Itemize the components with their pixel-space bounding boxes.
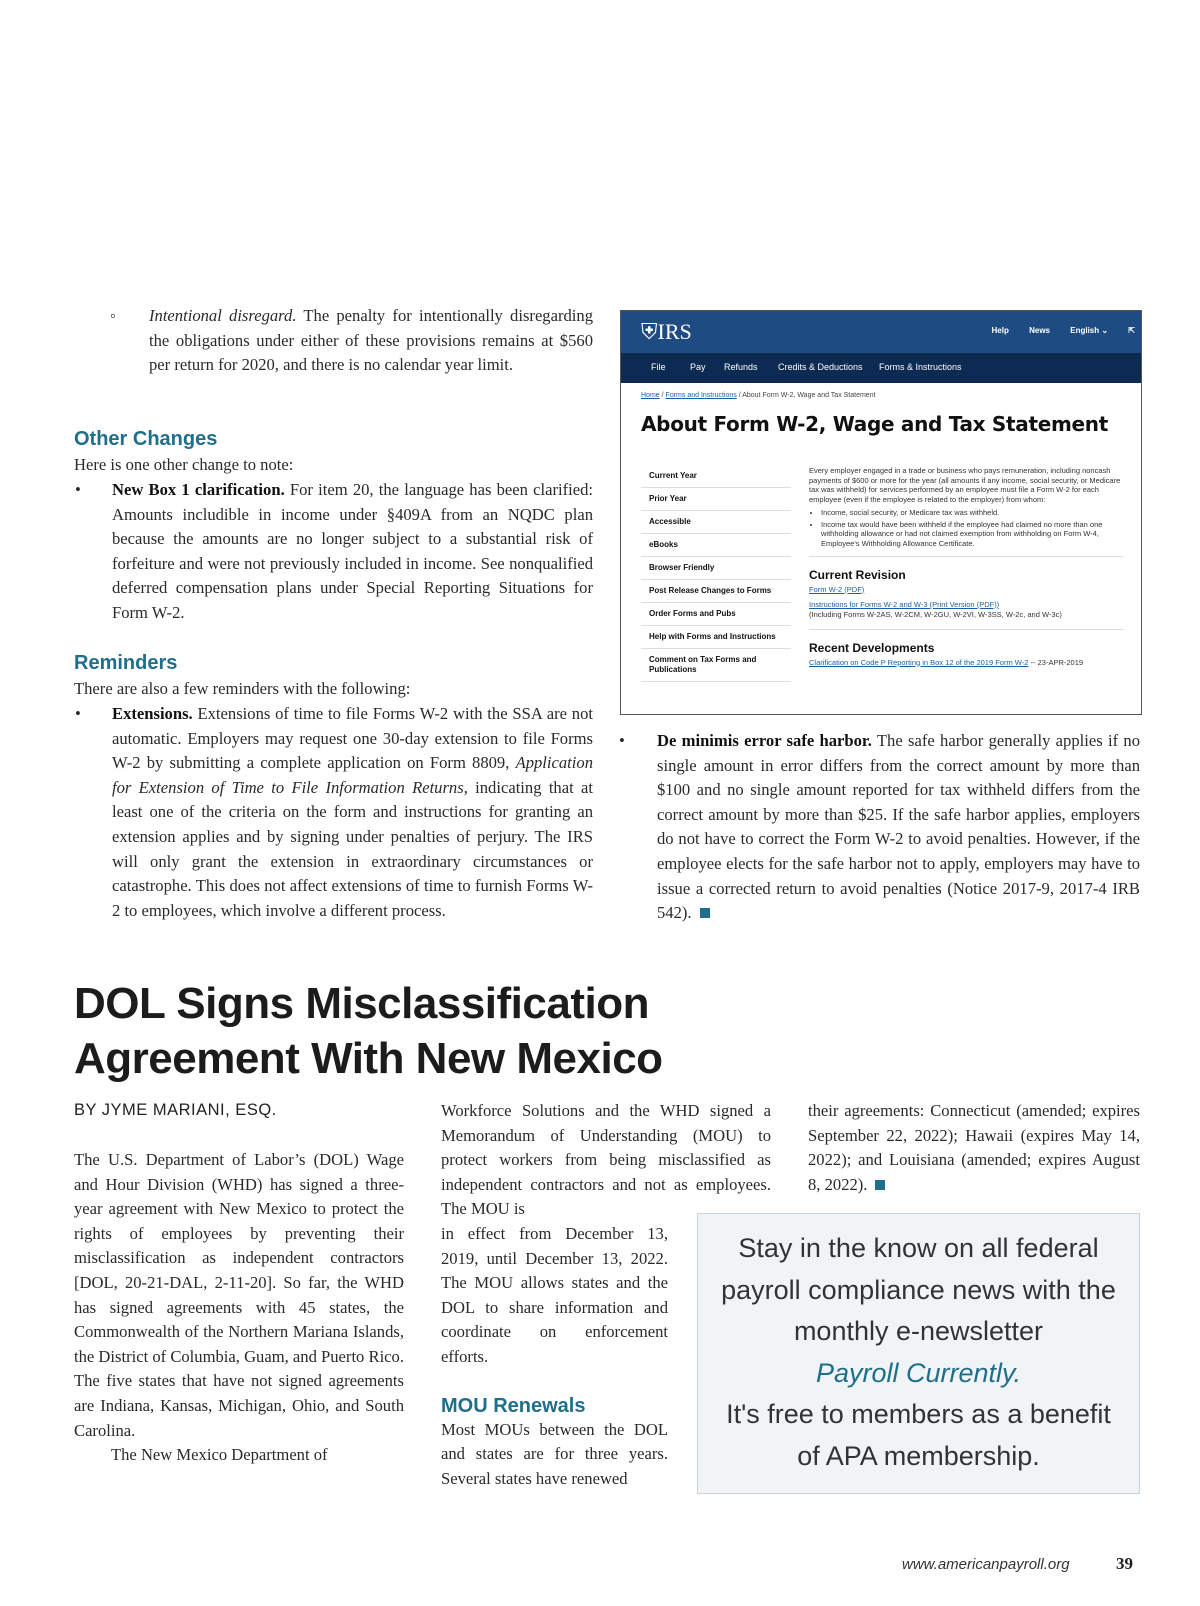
irs-navbar: [621, 353, 1141, 383]
irs-withheld-list: [809, 508, 1124, 548]
callout-line-3: monthly e-newsletter: [793, 1316, 1044, 1346]
callout-line-1: Stay in the know on all federal: [738, 1233, 1099, 1263]
callout-line-5: It's free to members as a benefit: [726, 1399, 1111, 1429]
irs-news-link[interactable]: News: [1029, 326, 1050, 335]
de-minimis-bullet: [619, 729, 1140, 926]
crumb-home[interactable]: Home: [641, 392, 660, 399]
code-p-clarification-link[interactable]: Clarification on Code P Reporting in Box 12 of the 2019 Form W-2: [809, 657, 1029, 667]
recent-developments-heading: Recent Developments: [809, 641, 935, 655]
bullet-marker: •: [75, 704, 81, 723]
subbullet-marker: ◦: [110, 306, 116, 325]
extensions-bullet: [75, 702, 593, 923]
sidebar-item-order-forms[interactable]: Order Forms and Pubs: [641, 603, 791, 626]
form-8809-title: Application for Extension of Time to File Information Returns: [112, 753, 593, 797]
callout-line-6: of APA membership.: [797, 1440, 1040, 1471]
list-item: • Income, social security, or Medicare tax was withheld.: [821, 508, 1124, 518]
irs-nav-forms[interactable]: Forms & Instructions: [879, 362, 962, 372]
article-col-3: [808, 1099, 1140, 1197]
intentional-disregard-lead: Intentional disregard.: [149, 306, 297, 325]
box1-lead: New Box 1 clarification.: [112, 480, 285, 499]
end-mark-square: [875, 1180, 885, 1190]
irs-recent-developments: [809, 629, 1124, 667]
article-col2-paragraph-2: Most MOUs between the DOL and states are for three years. Several states have renewed: [441, 1419, 668, 1488]
bullet-row: [619, 729, 1140, 926]
newsletter-callout: [697, 1213, 1140, 1494]
bullet-marker: •: [619, 731, 625, 750]
article-col3-paragraph-1: their agreements: Connecticut (amended; expires September 22, 2022); Hawaii (expires May 14, 2022); and Louisiana (amended; expires August 8, 2022).: [808, 1101, 1140, 1194]
box1-bullet: [75, 478, 594, 626]
extensions-lead: Extensions.: [112, 704, 193, 723]
footer-url: www.americanpayroll.org: [902, 1556, 1070, 1573]
article-col-1: [74, 1148, 404, 1468]
irs-nav-file[interactable]: File: [651, 362, 666, 372]
article-col-2: [441, 1099, 771, 1222]
irs-logo-text: IRS: [657, 319, 692, 344]
bullet-row: [75, 702, 593, 923]
irs-nav-credits[interactable]: Credits & Deductions: [778, 362, 863, 372]
irs-topbar: [621, 311, 1141, 353]
instructions-w2-w3-link[interactable]: Instructions for Forms W-2 and W-3 (Print Version (PDF)): [809, 600, 1000, 609]
headline-line-2: Agreement With New Mexico: [74, 1034, 663, 1083]
callout-text: [698, 1214, 1139, 1477]
bullet-marker: •: [75, 480, 81, 499]
list-item: • Income tax would have been withheld if the employee had claimed no more than one withholding allowance or had not claimed exemption from withholding on Form W-4, Employee's Withholding Allowance Certificate.: [821, 520, 1124, 549]
irs-current-revision: [809, 556, 1124, 619]
de-minimis-lead: De minimis error safe harbor.: [657, 731, 872, 750]
code-p-date: -- 23-APR-2019: [1028, 657, 1084, 667]
callout-line-2: payroll compliance news with the: [721, 1274, 1116, 1305]
sidebar-item-prior-year[interactable]: Prior Year: [641, 488, 791, 511]
form-w2-pdf-link[interactable]: Form W-2 (PDF): [809, 584, 865, 594]
sidebar-item-help-forms[interactable]: Help with Forms and Instructions: [641, 626, 791, 649]
irs-content: [809, 466, 1124, 667]
irs-screenshot: [620, 310, 1142, 715]
sidebar-item-accessible[interactable]: Accessible: [641, 511, 791, 534]
sidebar-item-ebooks[interactable]: eBooks: [641, 534, 791, 557]
irs-logo[interactable]: [641, 319, 692, 345]
page-number: 39: [1116, 1554, 1133, 1573]
irs-intro-text: Every employer engaged in a trade or business who pays remuneration, including noncash payments of $600 or more for the year (all amounts if any income, social security, or Medicare tax was withheld) for services performed by an employee must file a Form W-2 for each employee (even if the employee is related to the employer) from whom:: [809, 466, 1121, 504]
irs-help-link[interactable]: Help: [991, 326, 1009, 335]
extensions-text-2: , indicating that at least one of the criteria on the form and instructions for granting an extension applies and by signing under penalties of perjury. The IRS will only grant the extension in extraordinary circumstances or catastrophe. This does not affect extensions of time to furnish Forms W-2 to employees, which involve a different process.: [112, 777, 593, 920]
callout-newsletter-name: Payroll Currently.: [815, 1357, 1022, 1388]
reminders-heading: Reminders: [74, 652, 178, 674]
mou-renewals-heading: MOU Renewals: [441, 1394, 586, 1417]
irs-language-select[interactable]: English ⌄: [1070, 326, 1109, 335]
bullet-row: [75, 478, 594, 626]
crumb-current: About Form W-2, Wage and Tax Statement: [742, 392, 876, 399]
headline-line-1: DOL Signs Misclassification: [74, 979, 649, 1028]
other-changes-intro: Here is one other change to note:: [74, 455, 294, 474]
sidebar-item-comment[interactable]: Comment on Tax Forms and Publications: [641, 649, 791, 682]
intentional-disregard-paragraph: [149, 304, 593, 378]
crumb-separator: /: [661, 392, 664, 399]
de-minimis-text: The safe harbor generally applies if no single amount in error differs from the correct amount by more than $100 and no single amount reported for tax withheld differs from the correct amount by more than $25. If the safe harbor applies, employers do not have to correct the Form W-2 to avoid penalties. However, if the employee elects for the safe harbor not to apply, employers may have to issue a corrected return to avoid penalties (Notice 2017-9, 2017-4 IRB 542).: [657, 731, 1140, 923]
other-changes-heading: Other Changes: [74, 428, 218, 450]
sidebar-item-post-release[interactable]: Post Release Changes to Forms: [641, 580, 791, 603]
article-col2-paragraph-1a: Workforce Solutions and the WHD signed a Memorandum of Understanding (MOU) to protect workers from being misclassified as independent contractors and not as employees. The MOU is: [441, 1101, 771, 1219]
irs-breadcrumb: [641, 392, 876, 399]
irs-top-links: [974, 326, 1135, 335]
irs-sidebar: [641, 465, 791, 682]
irs-page-title: About Form W-2, Wage and Tax Statement: [641, 412, 1109, 436]
crumb-forms[interactable]: Forms and Instructions: [665, 392, 737, 399]
extensions-text-1: Extensions of time to file Forms W-2 with the SSA are not automatic. Employers may request one 30-day extension to file Forms W-2 by submitting a complete application on Form 8809,: [112, 704, 593, 773]
share-icon[interactable]: ⇱: [1128, 326, 1135, 335]
article-col1-paragraph-2: The New Mexico Department of: [111, 1445, 328, 1465]
article-headline: [74, 976, 663, 1086]
reminders-intro: There are also a few reminders with the following:: [74, 679, 411, 698]
sidebar-item-current-year[interactable]: Current Year: [641, 465, 791, 488]
sidebar-item-browser-friendly[interactable]: Browser Friendly: [641, 557, 791, 580]
article-col1-paragraph-1: The U.S. Department of Labor’s (DOL) Wage and Hour Division (WHD) has signed a three-year agreement with New Mexico to protect the rights of employees by preventing their misclassification as independent contractors [DOL, 20-21-DAL, 2-11-20]. So far, the WHD has signed agreements with 45 states, the Commonwealth of the Northern Mariana Islands, the District of Columbia, Guam, and Puerto Rico. The five states that have not signed agreements are Indiana, Kansas, Michigan, Ohio, and South Carolina.: [74, 1150, 404, 1440]
intentional-disregard-text: The penalty for intentionally disregarding the obligations under either of these provisions remains at $560 per return for 2020, and there is no calendar year limit.: [149, 306, 593, 375]
end-mark-square: [700, 908, 710, 918]
eagle-icon: ⛨: [641, 319, 658, 344]
article-col-2-narrow: [441, 1222, 668, 1491]
article-col2-paragraph-1b: in effect from December 13, 2019, until December 13, 2022. The MOU allows states and the DOL to share information and coordinate on enforcement efforts.: [441, 1224, 668, 1366]
byline: BY JYME MARIANI, ESQ.: [74, 1101, 277, 1119]
crumb-separator: /: [738, 392, 741, 399]
irs-nav-pay[interactable]: Pay: [690, 362, 706, 372]
current-revision-heading: Current Revision: [809, 568, 906, 582]
irs-nav-refunds[interactable]: Refunds: [724, 362, 758, 372]
instructions-note: (Including Forms W-2AS, W-2CM, W-2GU, W-2VI, W-3SS, W-2c, and W-3c): [809, 609, 1062, 619]
box1-text: For item 20, the language has been clarified: Amounts includible in income under §409A from an NQDC plan because the amounts are no longer subject to a substantial risk of forfeiture and were not previously included in income. See nonqualified deferred compensation plans under Special Reporting Situations for Form W-2.: [112, 480, 594, 622]
